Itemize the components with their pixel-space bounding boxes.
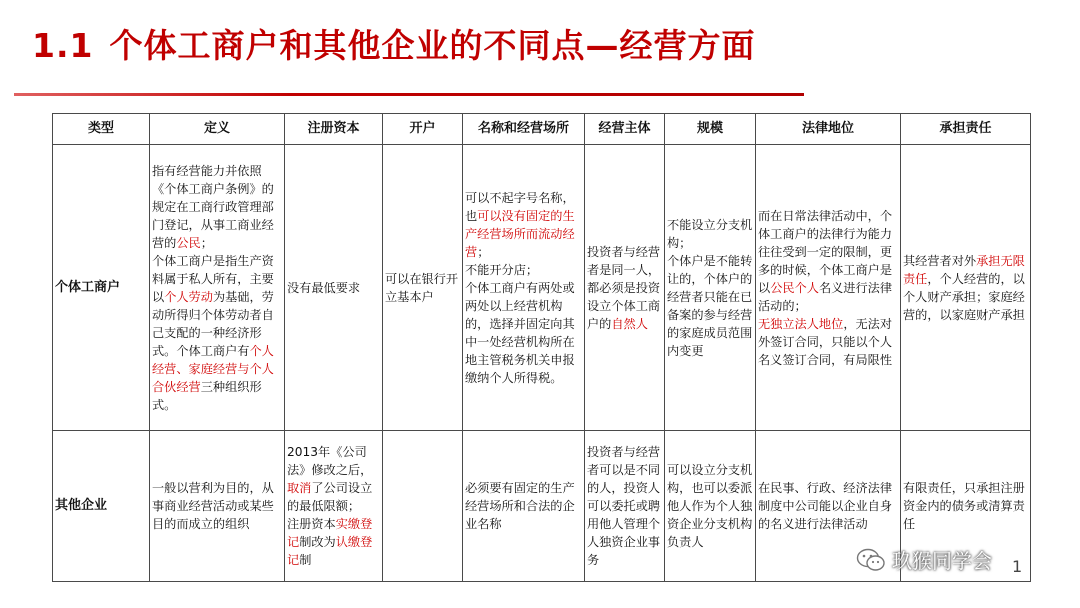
table-cell bbox=[285, 431, 383, 582]
row-type-label: 其他企业 bbox=[53, 431, 150, 582]
cell-text: 投资者与经营者可以是不同的人，投资人可以委托或聘用他人管理个人独资企业事务 bbox=[587, 445, 661, 567]
section-number: 1.1 bbox=[32, 26, 94, 65]
header-cell: 法律地位 bbox=[756, 114, 901, 145]
table-cell bbox=[463, 145, 585, 431]
cell-text: 可以设立分支机构，也可以委派他人作为个人独资企业分支机构负责人 bbox=[667, 463, 753, 549]
highlighted-text: 实缴登记 bbox=[287, 517, 373, 549]
cell-text: 也 bbox=[465, 208, 478, 223]
cell-text: 不能开分店； bbox=[465, 262, 539, 277]
header-cell: 开户 bbox=[383, 114, 463, 145]
highlighted-text: 可以没有固定的生产经营场所而流动经营 bbox=[465, 208, 575, 259]
cell-text: 制 bbox=[299, 553, 312, 567]
cell-text: ； bbox=[477, 244, 490, 259]
watermark bbox=[856, 545, 992, 574]
header-cell: 名称和经营场所 bbox=[463, 114, 585, 145]
highlighted-text: 自然人 bbox=[611, 316, 648, 331]
table-cell bbox=[585, 431, 665, 582]
table-cell bbox=[383, 431, 463, 582]
cell-text: 在民事、行政、经济法律制度中公司能以企业自身的名义进行法律活动 bbox=[758, 481, 893, 531]
cell-text: 了公司设立的最低限额； bbox=[287, 481, 373, 513]
cell-text: 三种组织形式。 bbox=[152, 379, 262, 412]
cell-text: 2013年《公司法》修改之后， bbox=[287, 445, 373, 477]
cell-text: 个体工商户有两处或两处以上经营机构的，选择并固定向其中一处经营机构所在地主管税务机关申报缴纳个人所得税。 bbox=[465, 280, 575, 385]
highlighted-text: 个人劳动 bbox=[164, 289, 213, 304]
page-number: 1 bbox=[1012, 557, 1023, 576]
cell-text: 有限责任，只承担注册资金内的债务或清算责任 bbox=[903, 481, 1025, 531]
header-cell: 定义 bbox=[150, 114, 285, 145]
highlighted-text: 认缴登记 bbox=[287, 535, 373, 567]
cell-text: ，无法对外签订合同，只能以个人名义签订合同，有局限性 bbox=[758, 316, 893, 367]
watermark-text: 玖猴同学会 bbox=[892, 549, 992, 573]
cell-text: 制改为 bbox=[299, 535, 336, 549]
header-row bbox=[53, 114, 1031, 145]
header-cell: 经营主体 bbox=[585, 114, 665, 145]
header-cell: 规模 bbox=[665, 114, 756, 145]
table-cell bbox=[585, 145, 665, 431]
wechat-icon bbox=[856, 547, 886, 573]
table-row bbox=[53, 145, 1031, 431]
highlighted-text: 公民 bbox=[176, 235, 201, 250]
title-underline bbox=[14, 93, 804, 96]
table-cell bbox=[150, 145, 285, 431]
header-cell: 注册资本 bbox=[285, 114, 383, 145]
cell-text: 个体户是不能转让的，个体户的经营者只能在已备案的参与经营的家庭成员范围内变更 bbox=[667, 253, 753, 358]
cell-text: ，个人经营的，以个人财产承担；家庭经营的，以家庭财产承担 bbox=[903, 271, 1025, 322]
comparison-table bbox=[52, 113, 1031, 582]
table-cell bbox=[383, 145, 463, 431]
header-cell: 类型 bbox=[53, 114, 150, 145]
title-text: 个体工商户和其他企业的不同点—经营方面 bbox=[109, 26, 756, 65]
table-cell bbox=[901, 145, 1031, 431]
cell-text: 可以在银行开立基本户 bbox=[385, 271, 459, 304]
cell-text: 其经营者对外 bbox=[903, 253, 977, 268]
header-cell: 承担责任 bbox=[901, 114, 1031, 145]
table-cell bbox=[285, 145, 383, 431]
cell-text: 个体工商户是指生产资料属于私人所有，主要以 bbox=[152, 253, 274, 304]
page-title bbox=[32, 20, 755, 67]
cell-text: 为基础，劳动所得归个体劳动者自己支配的一种经济形式。个体工商户有 bbox=[152, 289, 274, 358]
cell-text: 名义进行法律活动的； bbox=[758, 280, 893, 313]
cell-text: ； bbox=[200, 235, 213, 250]
cell-text: 必须要有固定的生产经营场所和合法的企业名称 bbox=[465, 481, 575, 531]
cell-text: 而在日常法律活动中，个体工商户的法律行为能力往往受到一定的限制，更多的时候，个体工商户是以 bbox=[758, 208, 893, 295]
highlighted-text: 无独立法人地位 bbox=[758, 316, 844, 331]
highlighted-text: 取消 bbox=[287, 481, 312, 495]
table-cell bbox=[756, 145, 901, 431]
cell-text: 一般以营利为目的，从事商业经营活动或某些目的而成立的组织 bbox=[152, 481, 274, 531]
cell-text: 没有最低要求 bbox=[287, 280, 361, 295]
highlighted-text: 个人经营、家庭经营与个人合伙经营 bbox=[152, 343, 274, 394]
table-cell bbox=[665, 431, 756, 582]
row-type-label: 个体工商户 bbox=[53, 145, 150, 431]
table-cell bbox=[665, 145, 756, 431]
table-cell bbox=[463, 431, 585, 582]
table-cell bbox=[150, 431, 285, 582]
cell-text: 可以不起字号名称， bbox=[465, 190, 575, 205]
cell-text: 指有经营能力并依照《个体工商户条例》的规定在工商行政管理部门登记，从事工商业经营的 bbox=[152, 163, 274, 250]
highlighted-text: 公民个人 bbox=[770, 280, 819, 295]
highlighted-text: 承担无限责任 bbox=[903, 253, 1025, 286]
cell-text: 注册资本 bbox=[287, 517, 336, 531]
cell-text: 投资者与经营者是同一人，都必须是投资设立个体工商户的 bbox=[587, 244, 661, 331]
cell-text: 不能设立分支机构； bbox=[667, 217, 753, 250]
